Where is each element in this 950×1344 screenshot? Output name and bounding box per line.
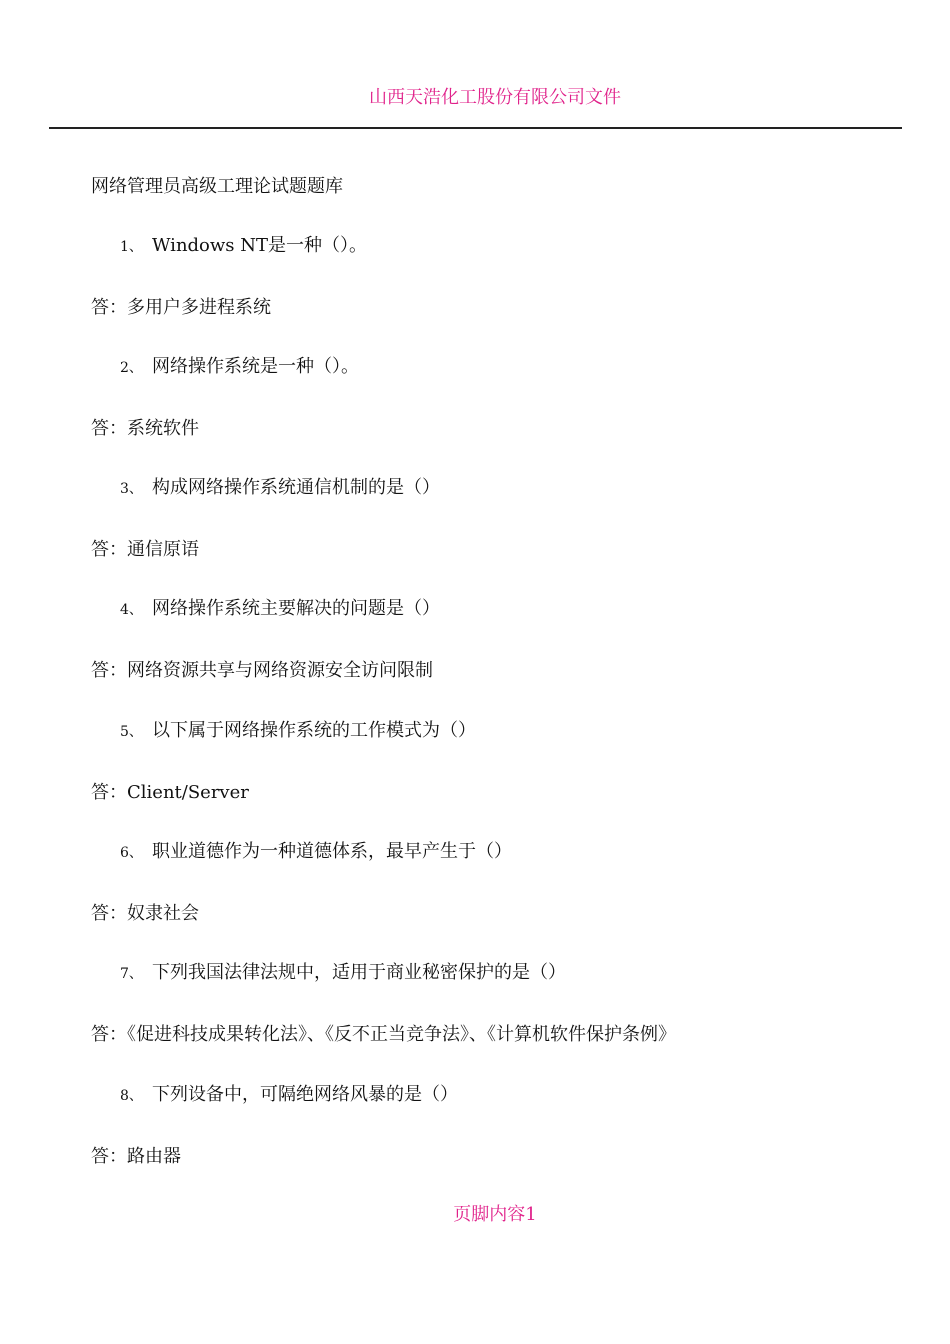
answer-prefix: 答： — [91, 297, 127, 318]
question-8 — [120, 1083, 458, 1108]
answer-5 — [91, 781, 249, 805]
answer-prefix: 答： — [91, 418, 127, 439]
question-text: 下列我国法律法规中，适用于商业秘密保护的是（） — [152, 962, 566, 983]
header-divider — [49, 127, 902, 129]
question-text: 构成网络操作系统通信机制的是（） — [152, 477, 440, 498]
answer-prefix: 答： — [91, 1024, 127, 1045]
answer-text: 系统软件 — [127, 418, 199, 439]
question-7 — [120, 961, 566, 986]
page-footer: 页脚内容1 — [453, 1204, 537, 1225]
question-text: Windows NT是一种（）。 — [152, 235, 368, 256]
answer-8 — [91, 1145, 181, 1169]
answer-4 — [91, 659, 433, 683]
answer-text: Client/Server — [127, 782, 249, 803]
question-text: 以下属于网络操作系统的工作模式为（） — [152, 720, 476, 741]
answer-prefix: 答： — [91, 903, 127, 924]
answer-text: 网络资源共享与网络资源安全访问限制 — [127, 660, 433, 681]
answer-text: 通信原语 — [127, 539, 199, 560]
answer-1 — [91, 296, 271, 320]
answer-text: 奴隶社会 — [127, 903, 199, 924]
question-2 — [120, 355, 359, 380]
question-number: 1、 — [120, 239, 143, 255]
question-number: 3、 — [120, 481, 143, 497]
answer-7 — [91, 1023, 676, 1047]
question-text: 网络操作系统是一种（）。 — [152, 356, 359, 377]
question-text: 网络操作系统主要解决的问题是（） — [152, 598, 440, 619]
question-text: 职业道德作为一种道德体系，最早产生于（） — [152, 841, 512, 862]
question-text: 下列设备中，可隔绝网络风暴的是（） — [152, 1084, 458, 1105]
question-number: 2、 — [120, 360, 143, 376]
answer-prefix: 答： — [91, 1146, 127, 1167]
question-4 — [120, 597, 440, 622]
answer-text: 《促进科技成果转化法》、《反不正当竞争法》、《计算机软件保护条例》 — [127, 1024, 676, 1045]
question-number: 6、 — [120, 845, 143, 861]
question-number: 8、 — [120, 1088, 143, 1104]
answer-3 — [91, 538, 199, 562]
question-number: 4、 — [120, 602, 143, 618]
question-5 — [120, 719, 476, 744]
answer-text: 多用户多进程系统 — [127, 297, 271, 318]
question-6 — [120, 840, 512, 865]
answer-text: 路由器 — [127, 1146, 181, 1167]
answer-prefix: 答： — [91, 660, 127, 681]
answer-prefix: 答： — [91, 539, 127, 560]
document-title: 网络管理员高级工理论试题题库 — [91, 176, 343, 197]
answer-2 — [91, 417, 199, 441]
answer-prefix: 答： — [91, 782, 127, 803]
header-title: 山西天浩化工股份有限公司文件 — [369, 87, 621, 108]
answer-6 — [91, 902, 199, 926]
question-number: 5、 — [120, 724, 143, 740]
question-1 — [120, 234, 367, 259]
question-number: 7、 — [120, 966, 143, 982]
question-3 — [120, 476, 440, 501]
